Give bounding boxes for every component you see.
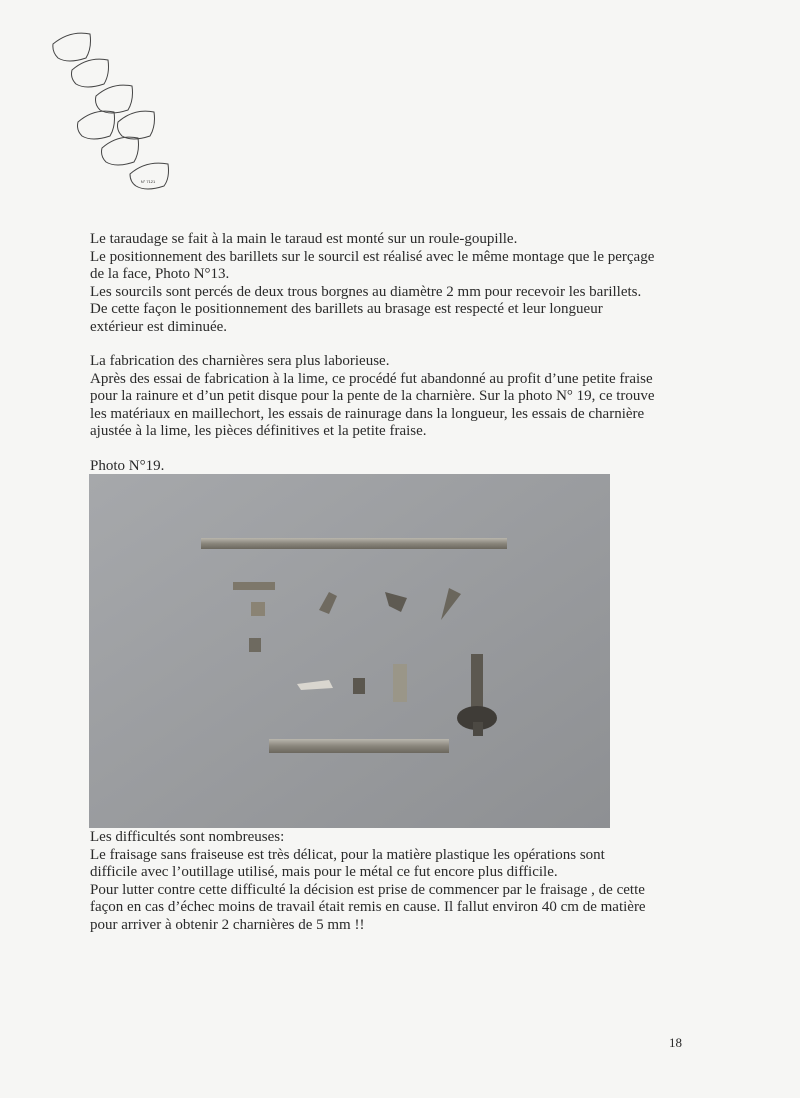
text-line: ajustée à la lime, les pièces définitives et la petite fraise.	[90, 423, 427, 439]
metal-rod	[269, 739, 449, 753]
paragraph-difficulties	[90, 829, 690, 934]
text-line: Les difficultés sont nombreuses:	[90, 829, 285, 845]
page-number: 18	[669, 1035, 682, 1050]
text-line: La fabrication des charnières sera plus laborieuse.	[90, 353, 390, 369]
text-line: Après des essai de fabrication à la lime, ce procédé fut abandonné au profit d’une petite fraise	[90, 370, 653, 387]
metal-strip	[201, 538, 507, 549]
text-line: pour la rainure et d’un petit disque pour la pente de la charnière. Sur la photo N° 19, ce trouve	[90, 388, 655, 404]
text-line: De cette façon le positionnement des barillets au brasage est respecté et leur longueur	[90, 301, 603, 317]
text-line: Le taraudage se fait à la main le taraud est monté sur un roule-goupille.	[90, 231, 518, 247]
text-line: Pour lutter contre cette difficulté la décision est prise de commencer par le fraisage , de cette	[90, 881, 645, 898]
paragraph-hinges	[90, 353, 690, 441]
logo-label: N° 7121	[140, 179, 156, 184]
text-line: pour arriver à obtenir 2 charnières de 5 mm !!	[90, 916, 365, 933]
text-line: les matériaux en maillechort, les essais de rainurage dans la longueur, les essais de charnière	[90, 405, 645, 422]
paragraph-tapping	[90, 231, 690, 336]
photo-parts	[89, 474, 610, 828]
text-line: façon en cas d’échec moins de travail était remis en cause. Il fallut environ 40 cm de matière	[90, 899, 646, 915]
photo-caption: Photo N°19.	[90, 458, 165, 474]
text-line: Les sourcils sont percés de deux trous borgnes au diamètre 2 mm pour recevoir les barillets.	[90, 283, 642, 300]
text-line: Le fraisage sans fraiseuse est très délicat, pour la matière plastique les opérations sont	[90, 846, 605, 863]
lens-logo	[50, 30, 185, 195]
text-line: Le positionnement des barillets sur le sourcil est réalisé avec le même montage que le perçage	[90, 248, 655, 265]
text-line: extérieur est diminuée.	[90, 318, 228, 335]
text-line: de la face, Photo N°13.	[90, 266, 230, 282]
text-line: difficile avec l’outillage utilisé, mais pour le métal ce fut encore plus difficile.	[90, 864, 558, 880]
